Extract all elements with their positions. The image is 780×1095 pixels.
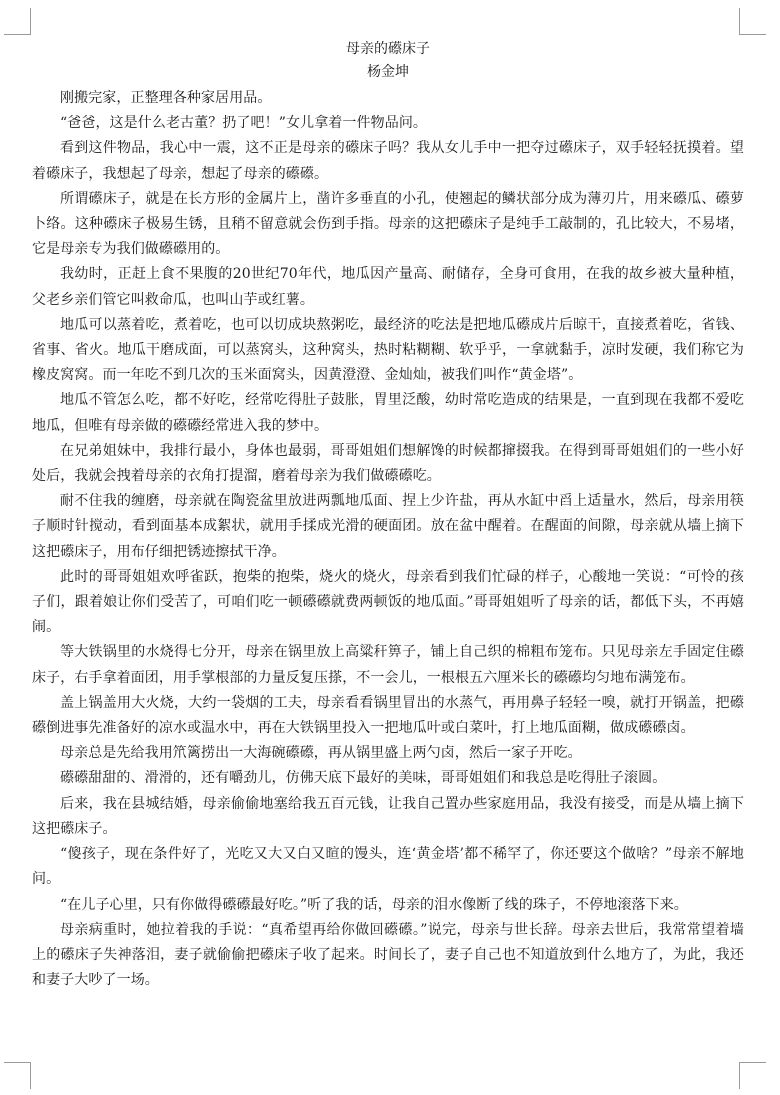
paragraph: 母亲总是先给我用笊篱捞出一大海碗礤礤，再从锅里盛上两勺卤，然后一家子开吃。 <box>60 745 582 762</box>
paragraph: 礤礤甜甜的、滑滑的，还有嚼劲儿，仿佛天底下最好的美味，哥哥姐姐们和我总是吃得肚子滚圆。 <box>60 770 667 787</box>
paragraph: 看到这件物品，我心中一震，这不正是母亲的礤床子吗？我从女儿手中一把夺过礤床子，双手轻轻抚摸着。望着礤床子，我想起了母亲，想起了母亲的礤礤。 <box>32 140 744 182</box>
paragraph: 地瓜不管怎么吃，都不好吃，经常吃得肚子鼓胀，胃里泛酸，幼时常吃造成的结果是，一直到现在我都不爱吃地瓜，但唯有母亲做的礤礤经常进入我的梦中。 <box>32 392 744 434</box>
paragraph: 等大铁锅里的水烧得七分开，母亲在锅里放上高粱秆箅子，铺上自己织的棉粗布笼布。只见母亲左手固定住礤床子，右手拿着面团，用手掌根部的力量反复压搽，不一会儿，一根根五六厘米长的礤礤均匀地布满笼布。 <box>32 644 744 686</box>
paragraph: 后来，我在县城结婚，母亲偷偷地塞给我五百元钱，让我自己置办些家庭用品，我没有接受，而是从墙上摘下这把礤床子。 <box>32 795 744 837</box>
crop-mark-top-left <box>4 8 31 35</box>
paragraph: 刚搬完家，正整理各种家居用品。 <box>60 90 272 106</box>
document-page <box>32 38 744 993</box>
paragraph: “傻孩子，现在条件好了，光吃又大又白又暄的馒头，连‘黄金塔’都不稀罕了，你还要这个做啥？”母亲不解地问。 <box>32 846 744 888</box>
paragraph: 母亲病重时，她拉着我的手说：“真希望再给你做回礤礤。”说完，母亲与世长辞。母亲去世后，我常常望着墙上的礤床子失神落泪，妻子就偷偷把礤床子收了起来。时间长了，妻子自己也不知道放到什么地方了，为此，我还和妻子大吵了一场。 <box>32 921 744 989</box>
paragraph: 耐不住我的缠磨，母亲就在陶瓷盆里放进两瓢地瓜面、捏上少许盐，再从水缸中舀上适量水，然后，母亲用筷子顺时针搅动，看到面基本成絮状，就用手揉成光滑的硬面团。放在盆中醒着。在醒面的间隙，母亲就从墙上摘下这把礤床子，用布仔细把锈迹擦拭干净。 <box>32 493 744 560</box>
paragraph: “在儿子心里，只有你做得礤礤最好吃。”听了我的话，母亲的泪水像断了线的珠子，不停地滚落下来。 <box>60 896 688 913</box>
paragraph: 我幼时，正赶上食不果腹的20世纪70年代，地瓜因产量高、耐储存，全身可食用，在我的故乡被大量种植，父老乡亲们管它叫救命瓜，也叫山芋或红薯。 <box>32 266 744 308</box>
paragraph: 盖上锅盖用大火烧，大约一袋烟的工夫，母亲看看锅里冒出的水蒸气，再用鼻子轻轻一嗅，就打开锅盖，把礤礤倒进事先准备好的凉水或温水中，再在大铁锅里投入一把地瓜叶或白菜叶，打上地瓜面糊，做成礤礤卤。 <box>32 694 744 737</box>
crop-mark-top-right <box>739 8 766 35</box>
paragraph: 在兄弟姐妹中，我排行最小，身体也最弱，哥哥姐姐们想解馋的时候都撺掇我。在得到哥哥姐姐们的一些小好处后，我就会拽着母亲的衣角打提溜，磨着母亲为我们做礤礤吃。 <box>32 442 744 485</box>
paragraph: “爸爸，这是什么老古董？扔了吧！”女儿拿着一件物品问。 <box>60 115 428 132</box>
crop-mark-bottom-left <box>4 1062 31 1089</box>
paragraph: 地瓜可以蒸着吃，煮着吃，也可以切成块熬粥吃，最经济的吃法是把地瓜礤成片后晾干，直接煮着吃，省钱、省事、省火。地瓜干磨成面，可以蒸窝头，这种窝头，热时粘糊糊、软乎乎，一拿就黏手，凉时发硬，我们称它为橡皮窝窝。而一年吃不到几次的玉米面窝头，因黄澄澄、金灿灿，被我们叫作“黄金塔”。 <box>32 316 744 384</box>
document-title: 母亲的礤床子 <box>346 41 430 57</box>
paragraph: 所谓礤床子，就是在长方形的金属片上，凿许多垂直的小孔，使翘起的鳞状部分成为薄刃片，用来礤瓜、礤萝卜络。这种礤床子极易生锈，且稍不留意就会伤到手指。母亲的这把礤床子是纯手工敲制的，孔比较大，不易堵，它是母亲专为我们做礤礤用的。 <box>32 190 744 258</box>
crop-mark-bottom-right <box>739 1062 766 1089</box>
document-author: 杨金坤 <box>367 64 409 80</box>
paragraph: 此时的哥哥姐姐欢呼雀跃，抱柴的抱柴，烧火的烧火，母亲看到我们忙碌的样子，心酸地一笑说：“可怜的孩子们，跟着娘让你们受苦了，可咱们吃一顿礤礤就费两顿饭的地瓜面。”哥哥姐姐听了母亲的话，都低下头，不再嬉闹。 <box>32 568 744 636</box>
